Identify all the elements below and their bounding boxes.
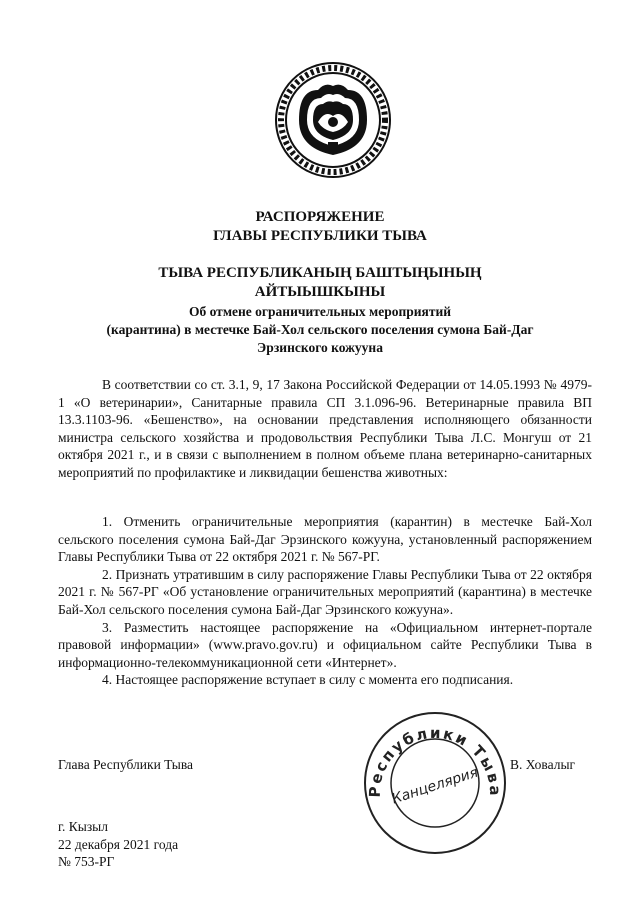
document-title-tuvan bbox=[0, 264, 640, 302]
city: г. Кызыл bbox=[58, 819, 108, 834]
document-date: 22 декабря 2021 года bbox=[58, 836, 179, 852]
order-points bbox=[58, 513, 592, 689]
stamp-ring-text: Республики Тыва bbox=[365, 723, 505, 798]
point-3: 3. Разместить настоящее распоряжение на «Официальном интернет-портале правовой информации» (www.pravo.gov.ru) и официальном сайте Республики Тыва в информационно-телекоммуникационной сети «Интернет». bbox=[58, 619, 592, 670]
office-stamp bbox=[360, 708, 510, 858]
document-number: № 753-РГ bbox=[58, 854, 115, 869]
subject-line-1: Об отмене ограничительных мероприятий bbox=[188, 304, 452, 319]
point-4: 4. Настоящее распоряжение вступает в силу с момента его подписания. bbox=[102, 672, 514, 688]
point-1: 1. Отменить ограничительные мероприятия (карантин) в местечке Бай-Хол сельского поселения сумона Бай-Даг Эрзинского кожууна, установленный распоряжением Главы Республики Тыва от 22 октября 2021 г. № 567-РГ. bbox=[58, 514, 592, 565]
document-subject bbox=[0, 303, 640, 357]
preamble-text: В соответствии со ст. 3.1, 9, 17 Закона Российской Федерации от 14.05.1993 № 4979-1 «О ветеринарии», Санитарные правила СП 3.1.096-96. Ветеринарные правила ВП 13.3.1103-96. «Бешенство», на основании представления исполняющего обязанности министра сельского хозяйства и продовольствия Республики Тыва Л.С. Монгуш от 21 октября 2021 г., и в связи с выполнением в полном объеме плана ветеринарно-санитарных мероприятий по профилактике и ликвидации бешенства животных: bbox=[58, 377, 592, 480]
preamble-paragraph bbox=[58, 376, 592, 482]
signatory-name: В. Ховалыг bbox=[510, 757, 576, 772]
point-2: 2. Признать утратившим в силу распоряжение Главы Республики Тыва от 22 октября 2021 г. № 567-РГ «Об установление ограничительных мероприятий (карантина) в местечке Бай-Хол сельского поселения сумона Бай-Даг Эрзинского кожууна». bbox=[58, 566, 592, 617]
tuvan-title-line-1: ТЫВА РЕСПУБЛИКАНЫҢ БАШТЫҢЫНЫҢ bbox=[158, 265, 482, 281]
title-line-2: ГЛАВЫ РЕСПУБЛИКИ ТЫВА bbox=[213, 228, 427, 244]
coat-of-arms-emblem bbox=[273, 60, 393, 180]
stamp-center-text: Канцелярия bbox=[389, 764, 481, 808]
document-title bbox=[0, 208, 640, 246]
subject-line-3: Эрзинского кожууна bbox=[257, 340, 383, 355]
signatory-position: Глава Республики Тыва bbox=[58, 757, 194, 772]
tuvan-title-line-2: АЙТЫЫШКЫНЫ bbox=[254, 284, 386, 300]
title-line-1: РАСПОРЯЖЕНИЕ bbox=[255, 209, 385, 225]
place-date-number bbox=[58, 818, 178, 871]
subject-line-2: (карантина) в местечке Бай-Хол сельского поселения сумона Бай-Даг bbox=[106, 322, 534, 337]
